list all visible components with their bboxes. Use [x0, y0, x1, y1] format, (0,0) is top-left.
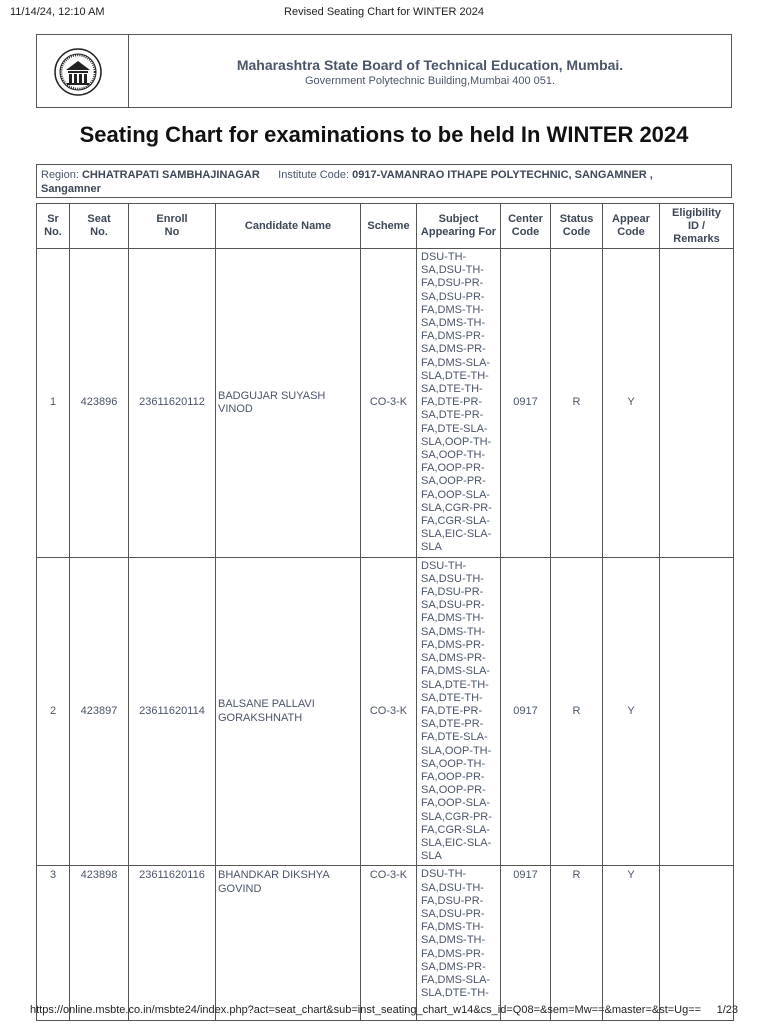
- institute-label: Institute Code:: [278, 169, 350, 181]
- cell-status: R: [551, 249, 603, 558]
- col-eligibility: Eligibility ID / Remarks: [660, 204, 734, 249]
- seating-table: [36, 203, 734, 1021]
- cell-center: 0917: [501, 866, 551, 1021]
- cell-subjects: DSU-TH- SA,DSU-TH- FA,DSU-PR- SA,DSU-PR- FA,DMS-TH- SA,DMS-TH- FA,DMS-PR- SA,DMS-PR- FA,DMS-SLA- SLA,DTE-TH- SA,DTE-TH- FA,DTE-PR- SA,DTE-PR- FA,DTE-SLA- SLA,OOP-TH- SA,OOP-TH- FA,OOP-PR- SA,OOP-PR- FA,OOP-SLA- SLA,CGR-PR- FA,CGR-SLA- SLA,EIC-SLA- SLA: [417, 557, 501, 866]
- cell-seat: 423898: [70, 866, 129, 1021]
- board-name: Maharashtra State Board of Technical Education, Mumbai.: [236, 57, 624, 73]
- col-enroll-no: Enroll No: [129, 204, 216, 249]
- col-scheme: Scheme: [361, 204, 417, 249]
- col-sr-no: Sr No.: [37, 204, 70, 249]
- msbte-logo-icon: [54, 48, 102, 96]
- print-header: [0, 0, 768, 24]
- table-row: [37, 557, 734, 866]
- cell-scheme: CO-3-K: [361, 557, 417, 866]
- page-title: Seating Chart for examinations to be held In WINTER 2024: [79, 122, 689, 147]
- institute-city: Sangamner: [41, 183, 101, 195]
- cell-eligibility: [660, 557, 734, 866]
- region-info: [36, 164, 732, 198]
- institute-value: 0917-VAMANRAO ITHAPE POLYTECHNIC, SANGAMNER ,: [352, 169, 653, 181]
- cell-enroll: 23611620112: [129, 249, 216, 558]
- col-seat-no: Seat No.: [70, 204, 129, 249]
- region-label: Region:: [41, 169, 79, 181]
- cell-scheme: CO-3-K: [361, 249, 417, 558]
- board-address: Government Polytechnic Building,Mumbai 400 051.: [304, 75, 556, 87]
- cell-seat: 423896: [70, 249, 129, 558]
- cell-name: BHANDKAR DIKSHYA GOVIND: [216, 866, 361, 1021]
- col-status-code: Status Code: [551, 204, 603, 249]
- cell-sr: 2: [37, 557, 70, 866]
- cell-name: BADGUJAR SUYASH VINOD: [216, 249, 361, 558]
- cell-appear: Y: [603, 557, 660, 866]
- cell-eligibility: [660, 249, 734, 558]
- print-title: Revised Seating Chart for WINTER 2024: [284, 6, 484, 18]
- cell-eligibility: [660, 866, 734, 1021]
- cell-seat: 423897: [70, 557, 129, 866]
- cell-enroll: 23611620116: [129, 866, 216, 1021]
- col-subject: Subject Appearing For: [417, 204, 501, 249]
- cell-center: 0917: [501, 249, 551, 558]
- print-datetime: 11/14/24, 12:10 AM: [10, 6, 105, 18]
- page-number: 1/23: [716, 1004, 738, 1016]
- cell-subjects: DSU-TH- SA,DSU-TH- FA,DSU-PR- SA,DSU-PR- FA,DMS-TH- SA,DMS-TH- FA,DMS-PR- SA,DMS-PR- FA,DMS-SLA- SLA,DTE-TH-: [417, 866, 501, 1021]
- cell-appear: Y: [603, 866, 660, 1021]
- table-row: [37, 249, 734, 558]
- cell-status: R: [551, 557, 603, 866]
- table-row: [37, 866, 734, 1021]
- page-url: https://online.msbte.co.in/msbte24/index.php?act=seat_chart&sub=inst_seating_chart_w14&cs_id=Q08=&sem=Mw==&master=&st=Ug==: [30, 1004, 702, 1016]
- cell-subjects: DSU-TH- SA,DSU-TH- FA,DSU-PR- SA,DSU-PR- FA,DMS-TH- SA,DMS-TH- FA,DMS-PR- SA,DMS-PR- FA,DMS-SLA- SLA,DTE-TH- SA,DTE-TH- FA,DTE-PR- SA,DTE-PR- FA,DTE-SLA- SLA,OOP-TH- SA,OOP-TH- FA,OOP-PR- SA,OOP-PR- FA,OOP-SLA- SLA,CGR-PR- FA,CGR-SLA- SLA,EIC-SLA- SLA: [417, 249, 501, 558]
- cell-scheme: CO-3-K: [361, 866, 417, 1021]
- print-footer: [0, 1000, 768, 1024]
- cell-appear: Y: [603, 249, 660, 558]
- col-appear-code: Appear Code: [603, 204, 660, 249]
- col-center-code: Center Code: [501, 204, 551, 249]
- logo-cell: [37, 35, 129, 107]
- cell-name: BALSANE PALLAVI GORAKSHNATH: [216, 557, 361, 866]
- col-candidate-name: Candidate Name: [216, 204, 361, 249]
- table-header-row: [37, 204, 734, 249]
- cell-sr: 3: [37, 866, 70, 1021]
- cell-sr: 1: [37, 249, 70, 558]
- board-header: [36, 34, 732, 108]
- cell-center: 0917: [501, 557, 551, 866]
- region-value: CHHATRAPATI SAMBHAJINAGAR: [81, 169, 260, 181]
- cell-enroll: 23611620114: [129, 557, 216, 866]
- cell-status: R: [551, 866, 603, 1021]
